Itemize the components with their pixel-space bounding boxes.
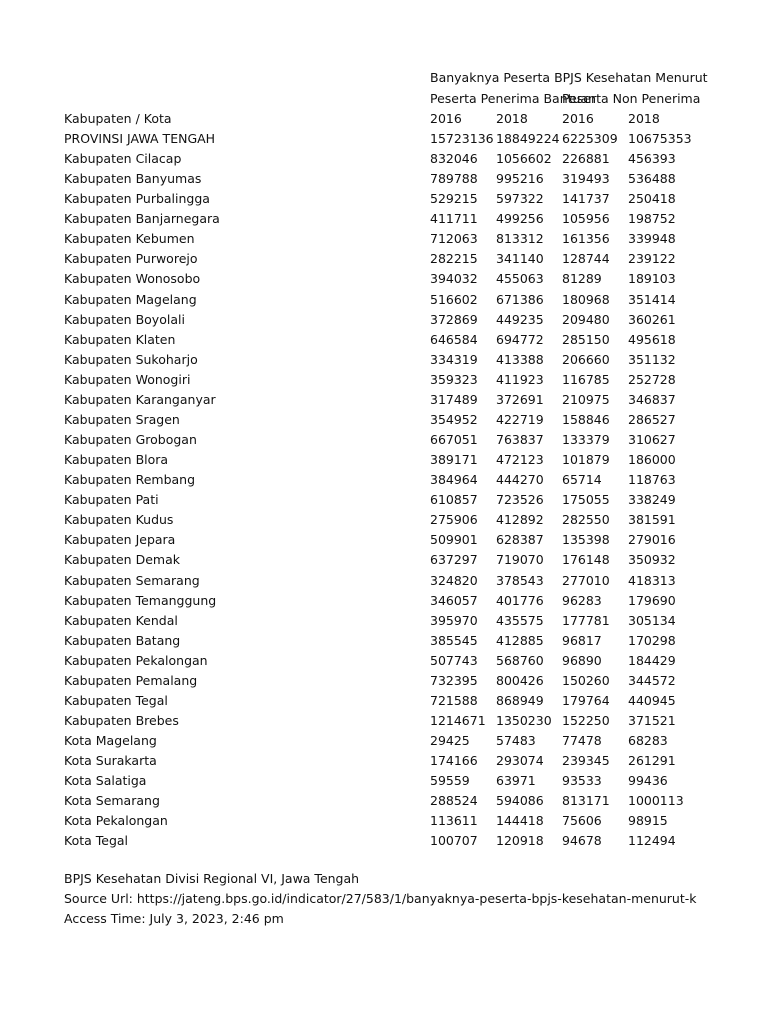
value-cell: 324820: [430, 572, 478, 588]
value-cell: 385545: [430, 632, 478, 648]
value-cell: 77478: [562, 733, 602, 749]
value-cell: 98915: [628, 813, 668, 829]
value-cell: 96890: [562, 652, 602, 668]
region-name: Kota Surakarta: [64, 753, 157, 769]
value-cell: 288524: [430, 793, 478, 809]
table-row: [0, 811, 768, 831]
table-row: [0, 771, 768, 791]
table-row: [0, 390, 768, 410]
table-row: [0, 611, 768, 631]
value-cell: 455063: [496, 271, 544, 287]
value-cell: 440945: [628, 692, 676, 708]
table-row: [0, 470, 768, 490]
region-name: Kota Pekalongan: [64, 813, 168, 829]
table-row: [0, 310, 768, 330]
value-cell: 18849224: [496, 131, 560, 146]
value-cell: 206660: [562, 351, 610, 367]
value-cell: 209480: [562, 311, 610, 327]
region-name: Kabupaten Brebes: [64, 713, 179, 729]
region-name: Kabupaten Pekalongan: [64, 652, 208, 668]
table-row: [0, 550, 768, 570]
value-cell: 317489: [430, 391, 478, 407]
table-row: [0, 711, 768, 731]
table-row: [0, 290, 768, 310]
value-cell: 671386: [496, 291, 544, 307]
region-name: Kabupaten Demak: [64, 552, 180, 568]
table-row: [0, 831, 768, 851]
value-cell: 100707: [430, 833, 478, 849]
value-cell: 170298: [628, 632, 676, 648]
region-name: Kabupaten Magelang: [64, 291, 197, 307]
value-cell: 394032: [430, 271, 478, 287]
value-cell: 180968: [562, 291, 610, 307]
table-row: [0, 691, 768, 711]
year-header: 2018: [496, 111, 528, 126]
value-cell: 128744: [562, 251, 610, 267]
value-cell: 141737: [562, 191, 610, 207]
value-cell: 99436: [628, 773, 668, 789]
table-row: [0, 510, 768, 530]
value-cell: 371521: [628, 713, 676, 729]
table-row: [0, 651, 768, 671]
table-row: [0, 269, 768, 289]
value-cell: 293074: [496, 753, 544, 769]
value-cell: 6225309: [562, 131, 618, 146]
value-cell: 252728: [628, 371, 676, 387]
value-cell: 10675353: [628, 131, 692, 146]
value-cell: 338249: [628, 492, 676, 508]
value-cell: 507743: [430, 652, 478, 668]
value-cell: 351414: [628, 291, 676, 307]
value-cell: 412892: [496, 512, 544, 528]
value-cell: 719070: [496, 552, 544, 568]
year-header: 2016: [562, 111, 594, 126]
value-cell: 57483: [496, 733, 536, 749]
value-cell: 412885: [496, 632, 544, 648]
table-row: [0, 571, 768, 591]
value-cell: 226881: [562, 151, 610, 167]
value-cell: 81289: [562, 271, 602, 287]
value-cell: 63971: [496, 773, 536, 789]
year-header: 2018: [628, 111, 660, 126]
region-name: Kabupaten Pati: [64, 492, 159, 508]
value-cell: 360261: [628, 311, 676, 327]
value-cell: 389171: [430, 452, 478, 468]
region-name: Kabupaten Wonosobo: [64, 271, 201, 287]
value-cell: 174166: [430, 753, 478, 769]
table-row: [0, 189, 768, 209]
group-header-non-pbi: Peserta Non Penerima: [562, 91, 701, 106]
value-cell: 359323: [430, 371, 478, 387]
region-name: Kabupaten Banyumas: [64, 171, 202, 187]
value-cell: 118763: [628, 472, 676, 488]
value-cell: 378543: [496, 572, 544, 588]
value-cell: 75606: [562, 813, 602, 829]
region-name: Kota Semarang: [64, 793, 160, 809]
value-cell: 1056602: [496, 151, 552, 167]
value-cell: 449235: [496, 311, 544, 327]
value-cell: 381591: [628, 512, 676, 528]
value-cell: 868949: [496, 692, 544, 708]
value-cell: 344572: [628, 672, 676, 688]
value-cell: 239345: [562, 753, 610, 769]
value-cell: 568760: [496, 652, 544, 668]
value-cell: 646584: [430, 331, 478, 347]
value-cell: 789788: [430, 171, 478, 187]
value-cell: 395970: [430, 612, 478, 628]
value-cell: 184429: [628, 652, 676, 668]
value-cell: 94678: [562, 833, 602, 849]
value-cell: 277010: [562, 572, 610, 588]
table-row: [0, 591, 768, 611]
table-row: [0, 791, 768, 811]
value-cell: 210975: [562, 391, 610, 407]
region-name: Kabupaten Blora: [64, 452, 169, 468]
table-row: [0, 370, 768, 390]
table-row: [0, 249, 768, 269]
region-name: Kabupaten Jepara: [64, 532, 176, 548]
value-cell: 694772: [496, 331, 544, 347]
value-cell: 15723136: [430, 131, 494, 146]
value-cell: 516602: [430, 291, 478, 307]
value-cell: 198752: [628, 211, 676, 227]
group-header-row: [0, 89, 768, 109]
source-url: Source Url: https://jateng.bps.go.id/indicator/27/583/1/banyaknya-peserta-bpjs-kesehatan-menurut-k: [64, 891, 697, 906]
value-cell: 499256: [496, 211, 544, 227]
group-header-pbi: Peserta Penerima Bantuan: [430, 91, 597, 106]
value-cell: 384964: [430, 472, 478, 488]
value-cell: 763837: [496, 432, 544, 448]
value-cell: 282550: [562, 512, 610, 528]
region-name: Kabupaten Boyolali: [64, 311, 185, 327]
region-name: Kabupaten Sragen: [64, 411, 180, 427]
value-cell: 667051: [430, 432, 478, 448]
region-name: Kabupaten Cilacap: [64, 151, 182, 167]
value-cell: 339948: [628, 231, 676, 247]
table-row: [0, 631, 768, 651]
value-cell: 135398: [562, 532, 610, 548]
value-cell: 995216: [496, 171, 544, 187]
region-name: Kabupaten Pemalang: [64, 672, 198, 688]
value-cell: 239122: [628, 251, 676, 267]
region-name: Kabupaten Batang: [64, 632, 181, 648]
year-header: 2016: [430, 111, 462, 126]
region-name: Kabupaten Sukoharjo: [64, 351, 198, 367]
region-name: Kota Tegal: [64, 833, 129, 849]
value-cell: 472123: [496, 452, 544, 468]
value-cell: 444270: [496, 472, 544, 488]
region-name: Kabupaten Wonogiri: [64, 371, 191, 387]
value-cell: 144418: [496, 813, 544, 829]
value-cell: 413388: [496, 351, 544, 367]
value-cell: 158846: [562, 411, 610, 427]
value-cell: 176148: [562, 552, 610, 568]
region-name: Kota Salatiga: [64, 773, 147, 789]
value-cell: 282215: [430, 251, 478, 267]
region-name: Kabupaten Rembang: [64, 472, 196, 488]
table-row: [0, 229, 768, 249]
value-cell: 96283: [562, 592, 602, 608]
value-cell: 529215: [430, 191, 478, 207]
table-row: [0, 209, 768, 229]
value-cell: 179764: [562, 692, 610, 708]
region-name: Kabupaten Banjarnegara: [64, 211, 220, 227]
value-cell: 120918: [496, 833, 544, 849]
value-cell: 112494: [628, 833, 676, 849]
value-cell: 435575: [496, 612, 544, 628]
source-organization: BPJS Kesehatan Divisi Regional VI, Jawa Tengah: [64, 871, 360, 886]
value-cell: 1350230: [496, 713, 552, 729]
value-cell: 285150: [562, 331, 610, 347]
value-cell: 411711: [430, 211, 478, 227]
value-cell: 177781: [562, 612, 610, 628]
value-cell: 152250: [562, 713, 610, 729]
value-cell: 116785: [562, 371, 610, 387]
value-cell: 418313: [628, 572, 676, 588]
value-cell: 286527: [628, 411, 676, 427]
table-row: [0, 671, 768, 691]
table-row: [0, 169, 768, 189]
table-row: [0, 149, 768, 169]
value-cell: 721588: [430, 692, 478, 708]
value-cell: 96817: [562, 632, 602, 648]
value-cell: 65714: [562, 472, 602, 488]
value-cell: 93533: [562, 773, 602, 789]
value-cell: 832046: [430, 151, 478, 167]
value-cell: 189103: [628, 271, 676, 287]
region-name: Kabupaten Grobogan: [64, 432, 197, 448]
region-name: Kabupaten Tegal: [64, 692, 168, 708]
value-cell: 536488: [628, 171, 676, 187]
value-cell: 456393: [628, 151, 676, 167]
region-name: Kabupaten Purbalingga: [64, 191, 210, 207]
value-cell: 1000113: [628, 793, 684, 809]
access-time: Access Time: July 3, 2023, 2:46 pm: [64, 911, 284, 926]
region-name: Kabupaten Purworejo: [64, 251, 198, 267]
table-row: [0, 731, 768, 751]
table-row: [0, 430, 768, 450]
value-cell: 597322: [496, 191, 544, 207]
value-cell: 411923: [496, 371, 544, 387]
region-name: Kabupaten Semarang: [64, 572, 200, 588]
value-cell: 186000: [628, 452, 676, 468]
value-cell: 401776: [496, 592, 544, 608]
value-cell: 495618: [628, 331, 676, 347]
value-cell: 250418: [628, 191, 676, 207]
value-cell: 594086: [496, 793, 544, 809]
value-cell: 372691: [496, 391, 544, 407]
value-cell: 279016: [628, 532, 676, 548]
value-cell: 175055: [562, 492, 610, 508]
value-cell: 610857: [430, 492, 478, 508]
table-row: [0, 490, 768, 510]
value-cell: 68283: [628, 733, 668, 749]
value-cell: 133379: [562, 432, 610, 448]
region-name: Kabupaten Klaten: [64, 331, 176, 347]
table-title: Banyaknya Peserta BPJS Kesehatan Menurut: [430, 70, 708, 85]
value-cell: 305134: [628, 612, 676, 628]
value-cell: 712063: [430, 231, 478, 247]
value-cell: 161356: [562, 231, 610, 247]
value-cell: 334319: [430, 351, 478, 367]
value-cell: 372869: [430, 311, 478, 327]
table-row: [0, 350, 768, 370]
value-cell: 29425: [430, 733, 470, 749]
region-name: Kabupaten Kebumen: [64, 231, 195, 247]
value-cell: 310627: [628, 432, 676, 448]
region-name: Kabupaten Kendal: [64, 612, 178, 628]
value-cell: 350932: [628, 552, 676, 568]
table-row: [0, 751, 768, 771]
value-cell: 101879: [562, 452, 610, 468]
value-cell: 346837: [628, 391, 676, 407]
value-cell: 179690: [628, 592, 676, 608]
value-cell: 105956: [562, 211, 610, 227]
table-row: [0, 330, 768, 350]
value-cell: 341140: [496, 251, 544, 267]
value-cell: 813312: [496, 231, 544, 247]
value-cell: 150260: [562, 672, 610, 688]
value-cell: 422719: [496, 411, 544, 427]
value-cell: 723526: [496, 492, 544, 508]
value-cell: 59559: [430, 773, 470, 789]
table-row: [0, 129, 768, 149]
value-cell: 732395: [430, 672, 478, 688]
value-cell: 261291: [628, 753, 676, 769]
column-header-row: [0, 109, 768, 129]
value-cell: 1214671: [430, 713, 486, 729]
value-cell: 637297: [430, 552, 478, 568]
first-column-header: Kabupaten / Kota: [64, 111, 172, 126]
region-name: Kabupaten Temanggung: [64, 592, 217, 608]
region-name: Kabupaten Karanganyar: [64, 391, 216, 407]
value-cell: 346057: [430, 592, 478, 608]
region-name: PROVINSI JAWA TENGAH: [64, 131, 216, 146]
table-title-row: [0, 68, 768, 88]
region-name: Kabupaten Kudus: [64, 512, 174, 528]
value-cell: 275906: [430, 512, 478, 528]
value-cell: 813171: [562, 793, 610, 809]
region-name: Kota Magelang: [64, 733, 157, 749]
value-cell: 319493: [562, 171, 610, 187]
value-cell: 351132: [628, 351, 676, 367]
table-row: [0, 410, 768, 430]
value-cell: 509901: [430, 532, 478, 548]
value-cell: 628387: [496, 532, 544, 548]
table-row: [0, 530, 768, 550]
table-row: [0, 450, 768, 470]
value-cell: 800426: [496, 672, 544, 688]
value-cell: 354952: [430, 411, 478, 427]
value-cell: 113611: [430, 813, 478, 829]
